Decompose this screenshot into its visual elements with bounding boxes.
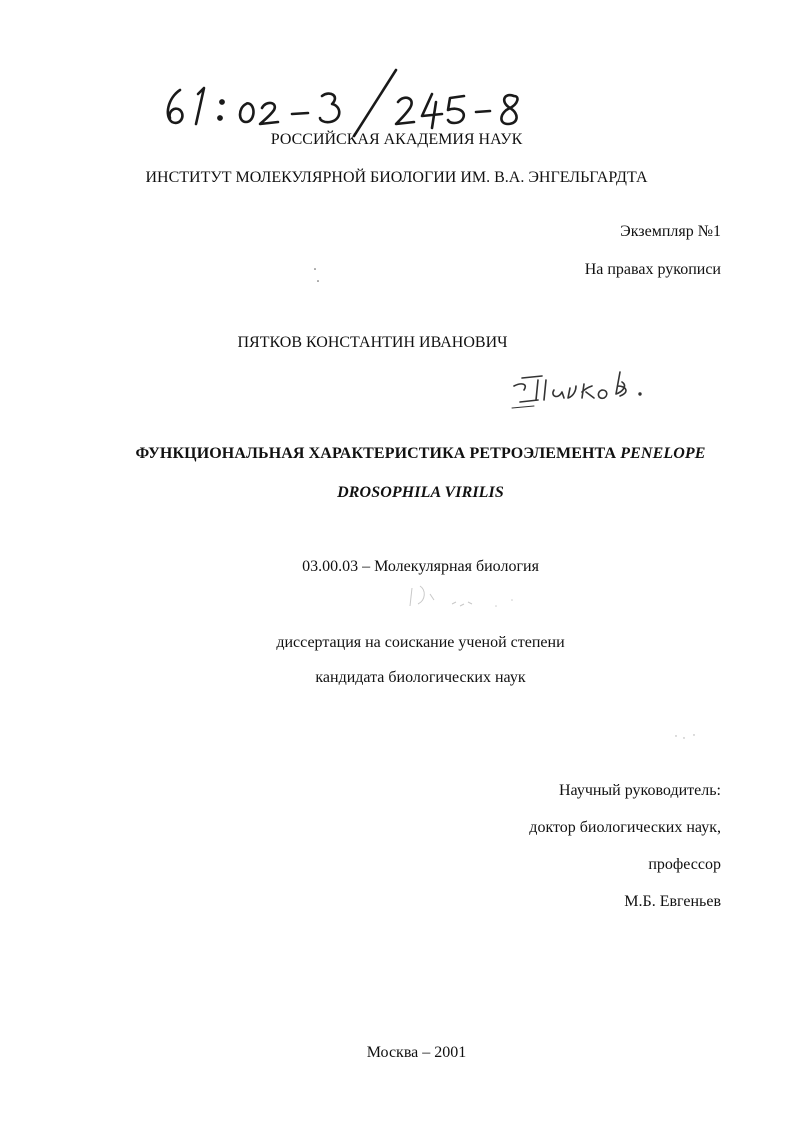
supervisor-name: М.Б. Евгеньев <box>624 893 721 910</box>
title-genus-penelope: PENELOPE <box>620 445 706 462</box>
dissertation-title-line2 <box>24 483 793 503</box>
degree-line1: диссертация на соискание ученой степени <box>276 634 565 651</box>
manuscript-rights: На правах рукописи <box>584 261 721 278</box>
dissertation-title-line1 <box>24 444 793 464</box>
scan-speck <box>312 266 322 286</box>
scan-speck <box>672 730 702 742</box>
supervisor-rank: профессор <box>648 856 721 873</box>
copy-number: Экземпляр №1 <box>620 223 721 240</box>
academy-name: РОССИЙСКАЯ АКАДЕМИЯ НАУК <box>270 131 523 148</box>
degree-line2: кандидата биологических наук <box>315 669 526 686</box>
specialty-code: 03.00.03 – Молекулярная биология <box>302 558 539 575</box>
place-and-year: Москва – 2001 <box>366 1044 467 1061</box>
title-species: DROSOPHILA VIRILIS <box>337 484 504 501</box>
title-main-text: ФУНКЦИОНАЛЬНАЯ ХАРАКТЕРИСТИКА РЕТРОЭЛЕМЕНТА <box>135 445 621 462</box>
author-signature <box>508 350 658 420</box>
faint-stamp-mark <box>400 580 530 620</box>
handwritten-archive-code <box>158 68 538 138</box>
supervisor-degree: доктор биологических наук, <box>529 819 721 836</box>
author-name: ПЯТКОВ КОНСТАНТИН ИВАНОВИЧ <box>237 334 508 351</box>
supervisor-label: Научный руководитель: <box>558 782 721 799</box>
institute-name: ИНСТИТУТ МОЛЕКУЛЯРНОЙ БИОЛОГИИ ИМ. В.А. ЭНГЕЛЬГАРДТА <box>145 169 648 186</box>
